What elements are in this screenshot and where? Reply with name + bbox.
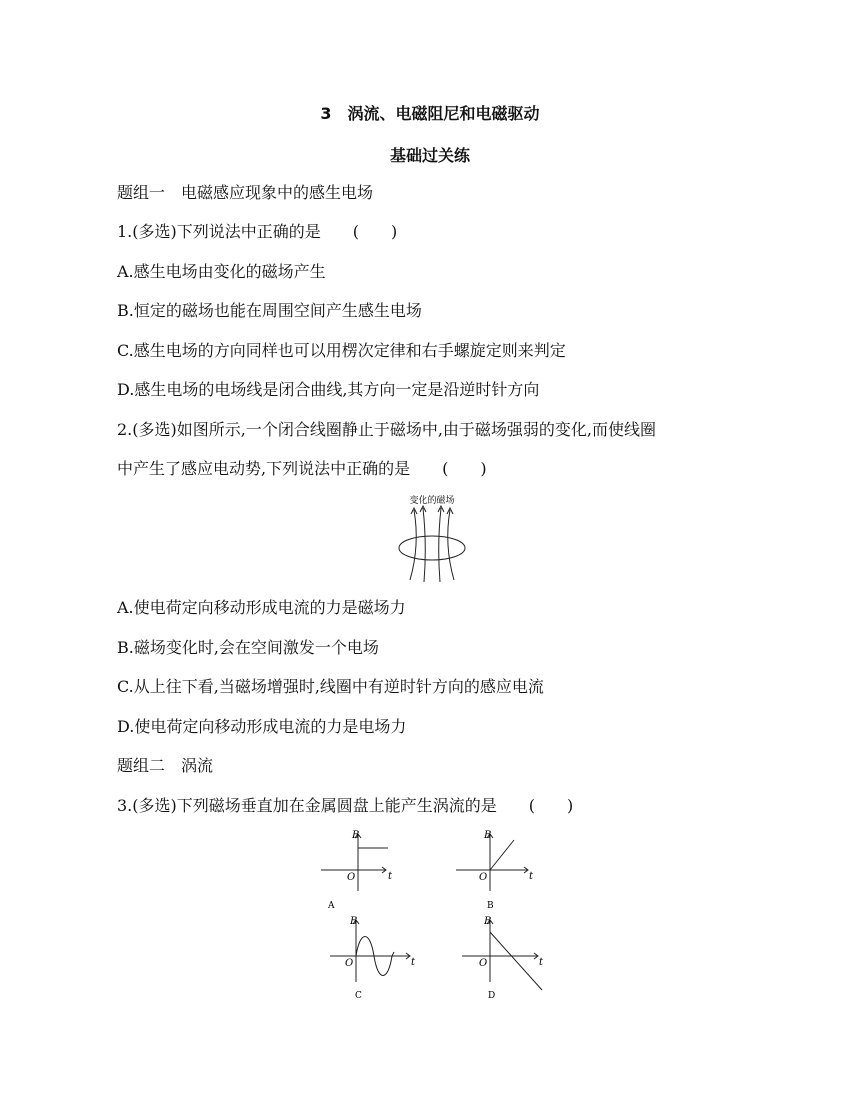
graph-b-axis-y: B: [484, 830, 492, 841]
question-3-stem: 3.(多选)下列磁场垂直加在金属圆盘上能产生涡流的是 ( ): [117, 796, 574, 815]
graph-c: [326, 912, 418, 1004]
question-2-option-a: A.使电荷定向移动形成电流的力是磁场力: [117, 598, 406, 617]
graph-d-axis-y: B: [484, 916, 492, 927]
question-1-option-c: C.感生电场的方向同样也可以用楞次定律和右手螺旋定则来判定: [117, 341, 566, 360]
graph-d-axis-x: t: [539, 957, 544, 968]
graph-c-label: C: [355, 991, 362, 1001]
graph-a-origin: O: [347, 872, 356, 883]
section-title: 基础过关练: [389, 146, 470, 165]
question-1-option-a: A.感生电场由变化的磁场产生: [117, 262, 326, 281]
question-2-stem-line-1: 2.(多选)如图所示,一个闭合线圈静止于磁场中,由于磁场强弱的变化,而使线圈: [117, 420, 657, 439]
graph-a-label: A: [328, 901, 335, 911]
group-heading-1: 题组一 电磁感应现象中的感生电场: [117, 183, 374, 202]
graph-d: [458, 912, 550, 1004]
graph-d-label: D: [488, 991, 496, 1001]
lesson-title: 3 涡流、电磁阻尼和电磁驱动: [320, 104, 540, 123]
graph-b-origin: O: [479, 872, 488, 883]
graph-a-axis-x: t: [388, 871, 393, 882]
question-1-stem: 1.(多选)下列说法中正确的是 ( ): [117, 222, 398, 241]
graph-c-axis-x: t: [411, 957, 416, 968]
graph-d-origin: O: [479, 958, 488, 969]
question-2-stem-line-2: 中产生了感应电动势,下列说法中正确的是 ( ): [117, 459, 487, 478]
question-2-option-d: D.使电荷定向移动形成电流的力是电场力: [117, 717, 407, 736]
graph-a: [316, 826, 396, 914]
graph-c-origin: O: [345, 958, 354, 969]
group-heading-2: 题组二 涡流: [117, 756, 214, 775]
graph-b: [452, 826, 542, 914]
graph-b-axis-x: t: [529, 871, 534, 882]
coil-magnetic-field-figure: [390, 490, 480, 585]
graph-b-label: B: [487, 901, 494, 911]
question-1-option-d: D.感生电场的电场线是闭合曲线,其方向一定是沿逆时针方向: [117, 380, 540, 399]
graph-c-axis-y: B: [350, 916, 358, 927]
graph-a-axis-y: B: [352, 830, 360, 841]
figure-label: 变化的磁场: [409, 496, 455, 506]
question-2-option-c: C.从上往下看,当磁场增强时,线圈中有逆时针方向的感应电流: [117, 677, 544, 696]
question-1-option-b: B.恒定的磁场也能在周围空间产生感生电场: [117, 301, 422, 320]
question-2-option-b: B.磁场变化时,会在空间激发一个电场: [117, 638, 379, 657]
